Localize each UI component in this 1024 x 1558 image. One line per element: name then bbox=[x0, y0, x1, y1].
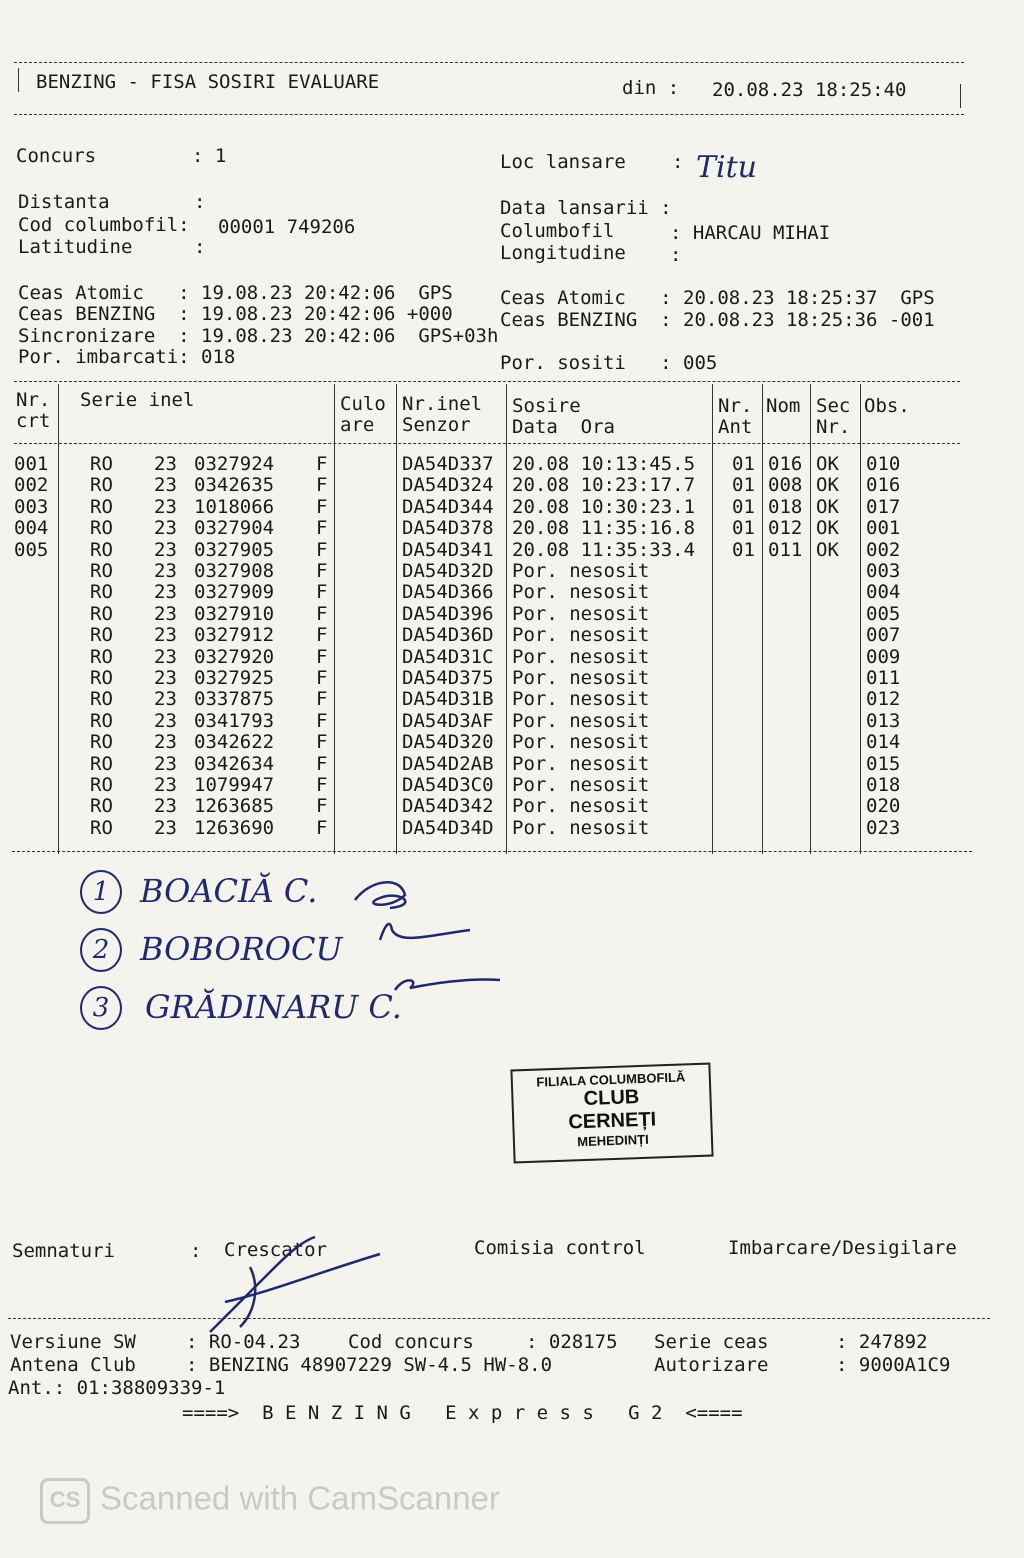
cell-sex: F bbox=[316, 581, 328, 604]
cell-ring: 0327908 bbox=[194, 560, 275, 582]
benzing-banner: ====> B E N Z I N G E x p r e s s G 2 <==== bbox=[182, 1402, 743, 1424]
hdr-nr-ant: Nr. bbox=[718, 395, 753, 417]
cell-arrival: Por. nesosit bbox=[512, 688, 650, 711]
cell-arrival: Por. nesosit bbox=[512, 645, 650, 668]
hdr-crt: crt bbox=[16, 410, 51, 432]
cell-nom: 018 bbox=[768, 495, 803, 518]
cell-sec: OK bbox=[816, 517, 839, 540]
cell-sensor: DA54D36D bbox=[402, 624, 494, 647]
col-sep-senzor bbox=[506, 384, 507, 854]
page-title: BENZING - FISA SOSIRI EVALUARE bbox=[36, 71, 380, 93]
cell-arrival: Por. nesosit bbox=[512, 581, 650, 604]
hdr-serie-inel: Serie inel bbox=[80, 389, 195, 411]
col-sep-nom bbox=[810, 384, 811, 854]
hdr-culo: Culo bbox=[340, 393, 386, 415]
hdr-nr-inel: Nr.inel bbox=[402, 393, 483, 415]
cell-arrival: Por. nesosit bbox=[512, 560, 650, 582]
cell-arrival: Por. nesosit bbox=[512, 752, 650, 775]
title-right-bar bbox=[960, 84, 961, 108]
ceas-atomic-end: Ceas Atomic : 20.08.23 18:25:37 GPS bbox=[500, 287, 935, 309]
cell-arrival: 20.08 11:35:33.4 bbox=[512, 538, 696, 561]
cell-ring: 0341793 bbox=[194, 709, 275, 732]
cell-sex: F bbox=[316, 645, 328, 668]
cod-concurs-label: Cod concurs bbox=[348, 1331, 474, 1353]
cell-country: RO bbox=[90, 667, 113, 689]
cell-year: 23 bbox=[154, 795, 177, 818]
camscanner-text: Scanned with CamScanner bbox=[100, 1479, 500, 1517]
autorizare-label: Autorizare bbox=[654, 1354, 769, 1376]
cell-country: RO bbox=[90, 581, 113, 604]
stamp-line-3: CERNEȚI bbox=[568, 1108, 657, 1134]
col-sep-culoare bbox=[396, 384, 397, 854]
cell-ant: 01 bbox=[732, 538, 755, 561]
cell-year: 23 bbox=[154, 645, 177, 668]
cell-sensor: DA54D2AB bbox=[402, 752, 494, 775]
cell-nom: 008 bbox=[768, 474, 803, 497]
cell-sex: F bbox=[316, 602, 328, 625]
cell-sensor: DA54D366 bbox=[402, 581, 494, 604]
report-date: 20.08.23 18:25:40 bbox=[712, 79, 907, 101]
cell-obs: 020 bbox=[866, 795, 901, 818]
concurs-value: : 1 bbox=[192, 145, 227, 167]
semnaturi-sep: : bbox=[190, 1240, 202, 1262]
serie-ceas-value: : 247892 bbox=[836, 1331, 928, 1353]
cell-sex: F bbox=[316, 560, 328, 582]
cell-sex: F bbox=[316, 774, 328, 796]
cell-year: 23 bbox=[154, 731, 177, 754]
crescator-label: Crescator bbox=[224, 1239, 327, 1261]
cell-obs: 002 bbox=[866, 538, 901, 561]
cell-ant: 01 bbox=[732, 495, 755, 518]
cell-sex: F bbox=[316, 517, 328, 540]
cell-sex: F bbox=[316, 453, 328, 475]
cell-country: RO bbox=[90, 474, 113, 497]
cell-country: RO bbox=[90, 752, 113, 775]
cell-sec: OK bbox=[816, 538, 839, 561]
cell-year: 23 bbox=[154, 560, 177, 582]
cell-ring: 1263685 bbox=[194, 795, 275, 818]
stamp-line-1: FILIALA COLUMBOFILĂ bbox=[536, 1069, 686, 1090]
cell-crt: 001 bbox=[14, 453, 49, 475]
footer-border bbox=[8, 1318, 990, 1319]
cell-country: RO bbox=[90, 795, 113, 818]
columbofil-value: : HARCAU MIHAI bbox=[670, 222, 831, 244]
cell-country: RO bbox=[90, 645, 113, 668]
data-lansarii-label: Data lansarii : bbox=[500, 197, 672, 219]
cell-year: 23 bbox=[154, 774, 177, 796]
cell-ring: 0327910 bbox=[194, 602, 275, 625]
cell-nom: 012 bbox=[768, 517, 803, 540]
cell-sensor: DA54D3C0 bbox=[402, 774, 494, 796]
cell-year: 23 bbox=[154, 624, 177, 647]
cell-country: RO bbox=[90, 774, 113, 796]
semnaturi-label: Semnaturi bbox=[12, 1240, 115, 1262]
title-top-border bbox=[14, 62, 964, 63]
cell-country: RO bbox=[90, 731, 113, 754]
cell-ring: 0337875 bbox=[194, 688, 275, 711]
camscanner-logo-icon: CS bbox=[40, 1478, 90, 1524]
note-number: 1 bbox=[80, 870, 122, 914]
table-bottom-border bbox=[12, 851, 972, 852]
note-text: GRĂDINARU C. bbox=[145, 988, 402, 1026]
cell-ant: 01 bbox=[732, 453, 755, 475]
date-label: din : bbox=[622, 77, 680, 99]
cell-sensor: DA54D378 bbox=[402, 517, 494, 540]
cell-arrival: 20.08 10:23:17.7 bbox=[512, 474, 696, 497]
cell-arrival: Por. nesosit bbox=[512, 795, 650, 818]
cell-crt: 005 bbox=[14, 538, 49, 561]
cell-year: 23 bbox=[154, 602, 177, 625]
cell-obs: 015 bbox=[866, 752, 901, 775]
cell-sensor: DA54D344 bbox=[402, 495, 494, 518]
cell-sec: OK bbox=[816, 495, 839, 518]
cell-obs: 009 bbox=[866, 645, 901, 668]
cod-concurs-value: : 028175 bbox=[526, 1331, 618, 1353]
note-text: BOACIĂ C. bbox=[140, 872, 318, 910]
cell-obs: 023 bbox=[866, 816, 901, 839]
ceas-benzing-end: Ceas BENZING : 20.08.23 18:25:36 -001 bbox=[500, 309, 935, 331]
cell-ring: 1018066 bbox=[194, 495, 275, 518]
cell-arrival: Por. nesosit bbox=[512, 667, 650, 689]
cell-obs: 011 bbox=[866, 667, 901, 689]
hdr-sec-nr: Nr. bbox=[816, 416, 851, 438]
por-sositi: Por. sositi : 005 bbox=[500, 352, 718, 374]
hdr-obs: Obs. bbox=[864, 395, 910, 417]
note-number: 2 bbox=[80, 928, 122, 972]
camscanner-watermark bbox=[40, 1478, 560, 1528]
cell-ring: 0327920 bbox=[194, 645, 275, 668]
cell-ant: 01 bbox=[732, 474, 755, 497]
antenna-id: Ant.: 01:38809339-1 bbox=[8, 1377, 226, 1399]
cell-year: 23 bbox=[154, 709, 177, 732]
cell-year: 23 bbox=[154, 752, 177, 775]
cell-sex: F bbox=[316, 731, 328, 754]
cell-sex: F bbox=[316, 538, 328, 561]
hdr-sec: Sec bbox=[816, 395, 851, 417]
cell-obs: 016 bbox=[866, 474, 901, 497]
cell-obs: 012 bbox=[866, 688, 901, 711]
cell-country: RO bbox=[90, 688, 113, 711]
col-sep-ant bbox=[762, 384, 763, 854]
hdr-data-ora: Data Ora bbox=[512, 416, 615, 438]
cell-sensor: DA54D342 bbox=[402, 795, 494, 818]
cell-sex: F bbox=[316, 688, 328, 711]
cell-crt: 004 bbox=[14, 517, 49, 540]
sincronizare: Sincronizare : 19.08.23 20:42:06 GPS+03h bbox=[18, 325, 499, 347]
cell-sex: F bbox=[316, 495, 328, 518]
cell-ring: 0327912 bbox=[194, 624, 275, 647]
cell-obs: 003 bbox=[866, 560, 901, 582]
cell-arrival: 20.08 10:13:45.5 bbox=[512, 453, 696, 475]
cell-year: 23 bbox=[154, 688, 177, 711]
cell-nom: 011 bbox=[768, 538, 803, 561]
hdr-ant: Ant bbox=[718, 416, 753, 438]
cell-sensor: DA54D337 bbox=[402, 453, 494, 475]
cell-obs: 004 bbox=[866, 581, 901, 604]
cell-obs: 005 bbox=[866, 602, 901, 625]
cell-country: RO bbox=[90, 709, 113, 732]
cell-nom: 016 bbox=[768, 453, 803, 475]
por-imbarcati: Por. imbarcati: 018 bbox=[18, 346, 236, 368]
cell-ring: 0327925 bbox=[194, 667, 275, 689]
cell-ring: 1263690 bbox=[194, 816, 275, 839]
cell-arrival: Por. nesosit bbox=[512, 624, 650, 647]
cod-columbofil-value: 00001 749206 bbox=[218, 216, 356, 238]
cell-arrival: 20.08 10:30:23.1 bbox=[512, 495, 696, 518]
ceas-benzing-start: Ceas BENZING : 19.08.23 20:42:06 +000 bbox=[18, 303, 453, 325]
cell-ring: 0327909 bbox=[194, 581, 275, 604]
hdr-senzor: Senzor bbox=[402, 414, 471, 436]
concurs-label: Concurs bbox=[16, 145, 97, 167]
cell-year: 23 bbox=[154, 581, 177, 604]
cell-year: 23 bbox=[154, 495, 177, 518]
cell-ring: 0342635 bbox=[194, 474, 275, 497]
cell-sensor: DA54D31B bbox=[402, 688, 494, 711]
cell-country: RO bbox=[90, 517, 113, 540]
cell-sex: F bbox=[316, 709, 328, 732]
cell-sex: F bbox=[316, 474, 328, 497]
cell-obs: 001 bbox=[866, 517, 901, 540]
loc-lansare-value: : bbox=[672, 151, 684, 173]
cell-country: RO bbox=[90, 624, 113, 647]
serie-ceas-label: Serie ceas bbox=[654, 1331, 769, 1353]
antena-label: Antena Club bbox=[10, 1354, 136, 1376]
cell-sex: F bbox=[316, 667, 328, 689]
cell-ant: 01 bbox=[732, 517, 755, 540]
imbarcare-label: Imbarcare/Desigilare bbox=[728, 1237, 957, 1259]
cell-obs: 013 bbox=[866, 709, 901, 732]
cell-ring: 0327905 bbox=[194, 538, 275, 561]
columbofil-label: Columbofil bbox=[500, 220, 615, 242]
loc-lansare-label: Loc lansare bbox=[500, 151, 626, 173]
cell-sex: F bbox=[316, 624, 328, 647]
cell-ring: 0342622 bbox=[194, 731, 275, 754]
cell-sensor: DA54D324 bbox=[402, 474, 494, 497]
latitudine-value: : bbox=[194, 236, 206, 258]
col-sep-crt bbox=[58, 384, 59, 854]
longitudine-label: Longitudine bbox=[500, 242, 626, 264]
longitudine-value: : bbox=[670, 244, 682, 266]
cell-sensor: DA54D32D bbox=[402, 560, 494, 582]
cell-country: RO bbox=[90, 602, 113, 625]
autorizare-value: : 9000A1C9 bbox=[836, 1354, 951, 1376]
title-bottom-border bbox=[14, 114, 964, 115]
cell-ring: 0342634 bbox=[194, 752, 275, 775]
club-stamp bbox=[510, 1063, 713, 1164]
stamp-line-4: MEHEDINȚI bbox=[576, 1131, 649, 1150]
cell-sensor: DA54D341 bbox=[402, 538, 494, 561]
cell-obs: 018 bbox=[866, 774, 901, 796]
cell-sensor: DA54D34D bbox=[402, 816, 494, 839]
hdr-nom: Nom bbox=[766, 395, 801, 417]
cell-arrival: Por. nesosit bbox=[512, 731, 650, 754]
cell-year: 23 bbox=[154, 474, 177, 497]
cell-arrival: Por. nesosit bbox=[512, 774, 650, 796]
cell-year: 23 bbox=[154, 667, 177, 689]
cell-sensor: DA54D396 bbox=[402, 602, 494, 625]
versiune-value: : RO-04.23 bbox=[186, 1331, 301, 1353]
ceas-atomic-start: Ceas Atomic : 19.08.23 20:42:06 GPS bbox=[18, 282, 453, 304]
cell-year: 23 bbox=[154, 517, 177, 540]
cell-obs: 007 bbox=[866, 624, 901, 647]
cell-sex: F bbox=[316, 795, 328, 818]
cell-sex: F bbox=[316, 752, 328, 775]
loc-lansare-handwritten: Titu bbox=[696, 150, 757, 185]
cell-ring: 0327904 bbox=[194, 517, 275, 540]
handwritten-initials bbox=[330, 870, 510, 1000]
cell-country: RO bbox=[90, 453, 113, 475]
latitudine-label: Latitudine bbox=[18, 236, 133, 258]
col-sep-serie bbox=[334, 384, 335, 854]
cell-country: RO bbox=[90, 816, 113, 839]
table-top-border bbox=[14, 381, 960, 382]
crescator-signature bbox=[190, 1232, 390, 1342]
cell-year: 23 bbox=[154, 816, 177, 839]
cell-country: RO bbox=[90, 560, 113, 582]
note-number: 3 bbox=[80, 986, 122, 1030]
cell-crt: 003 bbox=[14, 495, 49, 518]
cell-sensor: DA54D375 bbox=[402, 667, 494, 689]
title-left-bar bbox=[18, 68, 19, 92]
cell-arrival: Por. nesosit bbox=[512, 709, 650, 732]
table-header-border bbox=[14, 443, 960, 444]
comisia-label: Comisia control bbox=[474, 1237, 646, 1259]
cell-sensor: DA54D320 bbox=[402, 731, 494, 754]
cell-sensor: DA54D3AF bbox=[402, 709, 494, 732]
cell-ring: 0327924 bbox=[194, 453, 275, 475]
cell-obs: 010 bbox=[866, 453, 901, 475]
cell-arrival: 20.08 11:35:16.8 bbox=[512, 517, 696, 540]
cell-crt: 002 bbox=[14, 474, 49, 497]
cell-year: 23 bbox=[154, 538, 177, 561]
hdr-nr: Nr. bbox=[16, 389, 51, 411]
cell-year: 23 bbox=[154, 453, 177, 475]
distanta-value: : bbox=[194, 191, 206, 213]
cell-country: RO bbox=[90, 538, 113, 561]
note-text: BOBOROCU bbox=[140, 930, 343, 968]
cell-arrival: Por. nesosit bbox=[512, 602, 650, 625]
col-sep-sosire bbox=[712, 384, 713, 854]
cell-country: RO bbox=[90, 495, 113, 518]
cell-obs: 017 bbox=[866, 495, 901, 518]
cell-sex: F bbox=[316, 816, 328, 839]
antena-value: : BENZING 48907229 SW-4.5 HW-8.0 bbox=[186, 1354, 553, 1376]
cod-columbofil-label: Cod columbofil: bbox=[18, 214, 190, 236]
cell-obs: 014 bbox=[866, 731, 901, 754]
hdr-are: are bbox=[340, 414, 375, 436]
hdr-sosire: Sosire bbox=[512, 395, 581, 417]
cell-sec: OK bbox=[816, 474, 839, 497]
col-sep-sec bbox=[860, 384, 861, 854]
cell-sec: OK bbox=[816, 453, 839, 475]
cell-ring: 1079947 bbox=[194, 774, 275, 796]
distanta-label: Distanta bbox=[18, 191, 110, 213]
cell-arrival: Por. nesosit bbox=[512, 816, 650, 839]
cell-sensor: DA54D31C bbox=[402, 645, 494, 668]
versiune-label: Versiune SW bbox=[10, 1331, 136, 1353]
stamp-line-2: CLUB bbox=[583, 1086, 640, 1110]
